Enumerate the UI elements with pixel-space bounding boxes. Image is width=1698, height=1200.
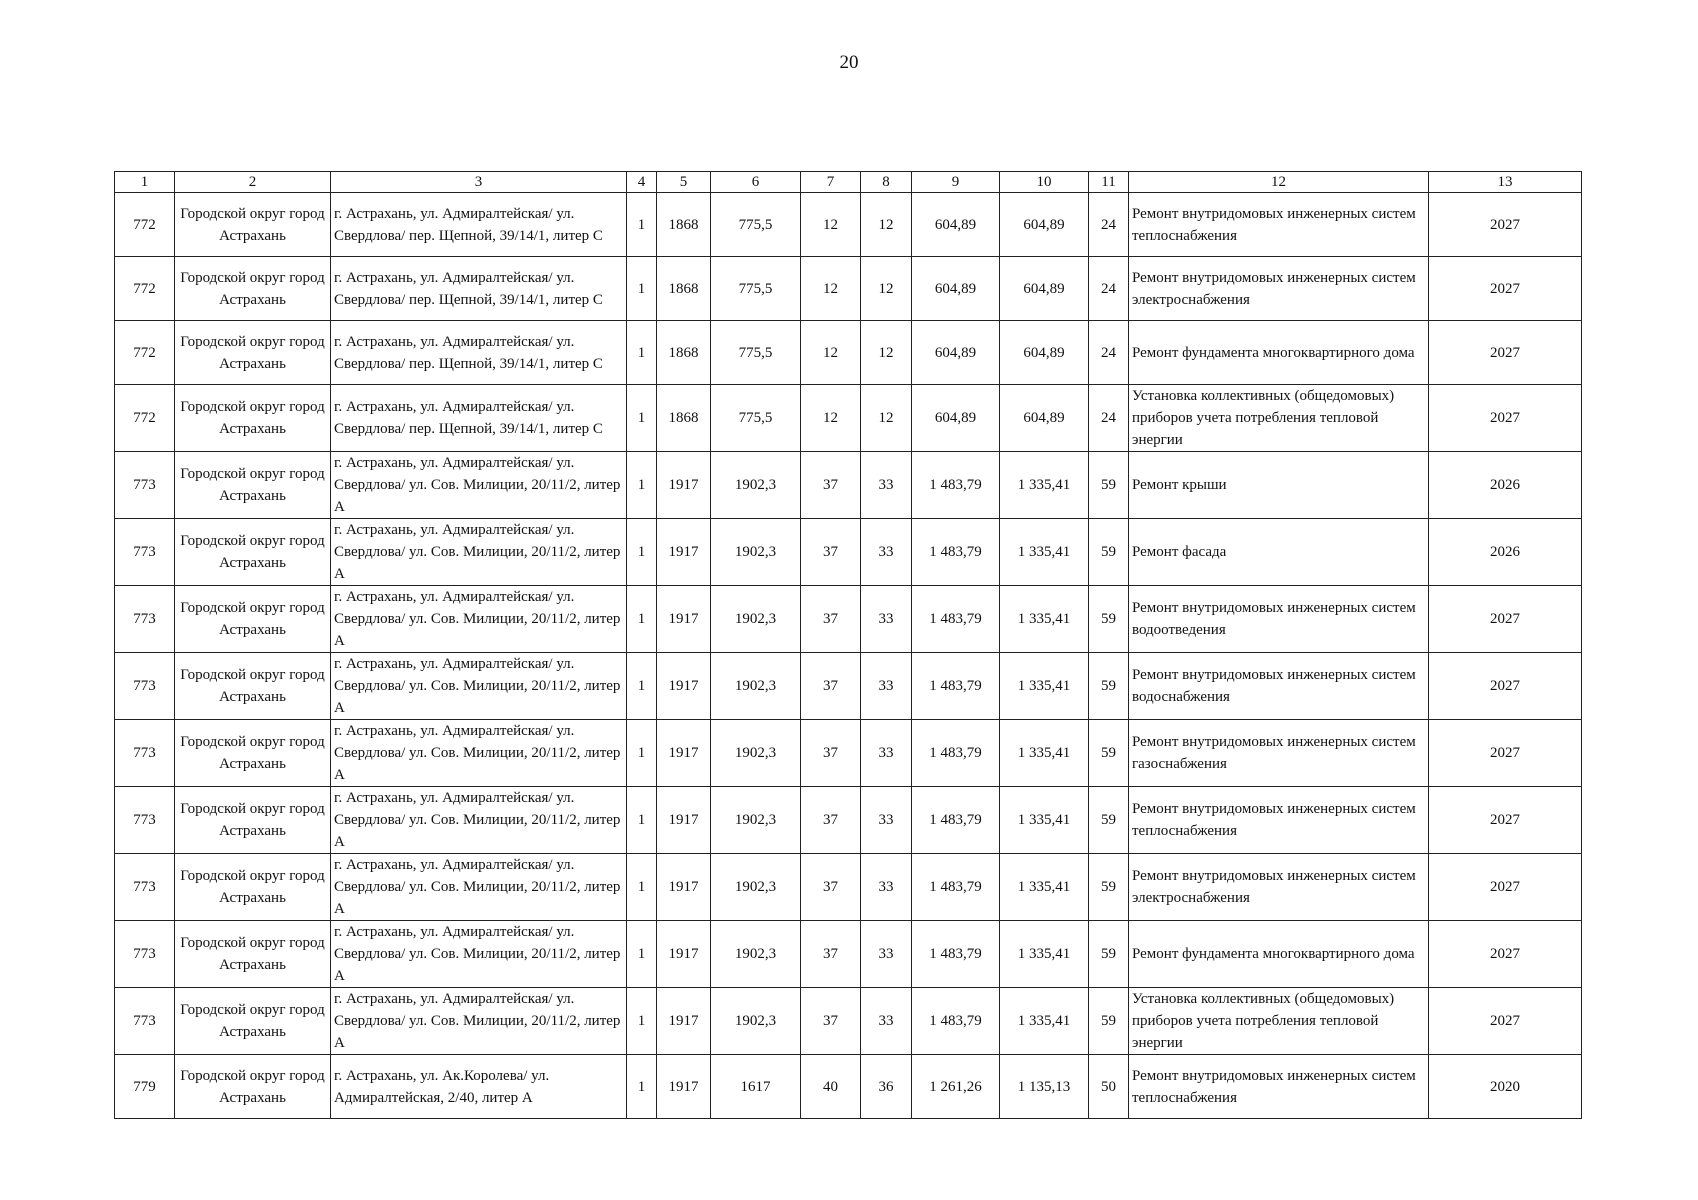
table-cell-col-10: 604,89 — [1000, 321, 1089, 385]
table-cell-col-9: 1 483,79 — [912, 921, 1000, 988]
table-cell-col-9: 1 483,79 — [912, 988, 1000, 1055]
table-cell-col-4: 1 — [627, 193, 657, 257]
table-cell-col-11: 59 — [1089, 787, 1129, 854]
table-cell-col-7: 37 — [801, 586, 861, 653]
table-cell-col-8: 12 — [861, 385, 912, 452]
table-cell-col-work-type: Ремонт внутридомовых инженерных систем теплоснабжения — [1129, 1055, 1429, 1119]
table-cell-col-9: 1 483,79 — [912, 586, 1000, 653]
table-cell-col-address: г. Астрахань, ул. Адмиралтейская/ ул. Свердлова/ ул. Сов. Милиции, 20/11/2, литер А — [331, 653, 627, 720]
table-row — [115, 787, 1582, 854]
table-cell-col-11: 59 — [1089, 653, 1129, 720]
table-cell-col-area: 1902,3 — [711, 720, 801, 787]
table-cell-col-4: 1 — [627, 720, 657, 787]
table-cell-col-11: 59 — [1089, 452, 1129, 519]
table-cell-col-work-type: Установка коллективных (общедомовых) приборов учета потребления тепловой энергии — [1129, 988, 1429, 1055]
table-cell-col-9: 1 483,79 — [912, 519, 1000, 586]
table-cell-col-address: г. Астрахань, ул. Ак.Королева/ ул. Адмиралтейская, 2/40, литер А — [331, 1055, 627, 1119]
table-cell-col-11: 59 — [1089, 720, 1129, 787]
table-cell-col-planned-year: 2027 — [1429, 257, 1582, 321]
table-cell-col-8: 33 — [861, 720, 912, 787]
table-cell-col-work-type: Установка коллективных (общедомовых) приборов учета потребления тепловой энергии — [1129, 385, 1429, 452]
table-cell-col-address: г. Астрахань, ул. Адмиралтейская/ ул. Свердлова/ ул. Сов. Милиции, 20/11/2, литер А — [331, 586, 627, 653]
table-cell-col-planned-year: 2027 — [1429, 193, 1582, 257]
table-cell-col-8: 33 — [861, 988, 912, 1055]
table-cell-col-area: 1902,3 — [711, 586, 801, 653]
table-cell-col-area: 775,5 — [711, 193, 801, 257]
table-row — [115, 519, 1582, 586]
header-cell-col-4: 4 — [627, 172, 657, 193]
table-cell-col-7: 37 — [801, 653, 861, 720]
table-cell-col-10: 1 335,41 — [1000, 452, 1089, 519]
table-cell-col-municipality: Городской округ город Астрахань — [175, 257, 331, 321]
table-cell-col-4: 1 — [627, 321, 657, 385]
table-cell-col-year: 1917 — [657, 452, 711, 519]
header-cell-col-area: 6 — [711, 172, 801, 193]
table-cell-col-7: 40 — [801, 1055, 861, 1119]
table-cell-col-4: 1 — [627, 519, 657, 586]
table-cell-col-7: 37 — [801, 519, 861, 586]
table-cell-col-area: 1902,3 — [711, 854, 801, 921]
table-cell-col-8: 12 — [861, 321, 912, 385]
table-cell-col-year: 1868 — [657, 385, 711, 452]
table-row — [115, 720, 1582, 787]
table-cell-col-8: 33 — [861, 519, 912, 586]
table-cell-col-8: 33 — [861, 452, 912, 519]
table-cell-col-9: 1 483,79 — [912, 787, 1000, 854]
table-cell-col-number: 773 — [115, 653, 175, 720]
table-cell-col-municipality: Городской округ город Астрахань — [175, 921, 331, 988]
table-cell-col-year: 1917 — [657, 519, 711, 586]
table-cell-col-number: 773 — [115, 519, 175, 586]
table-cell-col-planned-year: 2027 — [1429, 720, 1582, 787]
table-cell-col-10: 604,89 — [1000, 257, 1089, 321]
table-cell-col-7: 12 — [801, 321, 861, 385]
table-cell-col-municipality: Городской округ город Астрахань — [175, 519, 331, 586]
table-cell-col-8: 33 — [861, 787, 912, 854]
table-cell-col-address: г. Астрахань, ул. Адмиралтейская/ ул. Свердлова/ ул. Сов. Милиции, 20/11/2, литер А — [331, 452, 627, 519]
table-cell-col-8: 36 — [861, 1055, 912, 1119]
table-cell-col-9: 1 483,79 — [912, 452, 1000, 519]
table-cell-col-11: 59 — [1089, 519, 1129, 586]
table-cell-col-7: 12 — [801, 193, 861, 257]
header-cell-col-10: 10 — [1000, 172, 1089, 193]
table-cell-col-municipality: Городской округ город Астрахань — [175, 787, 331, 854]
table-cell-col-area: 775,5 — [711, 321, 801, 385]
table-cell-col-work-type: Ремонт фасада — [1129, 519, 1429, 586]
table-cell-col-4: 1 — [627, 452, 657, 519]
table-cell-col-municipality: Городской округ город Астрахань — [175, 385, 331, 452]
table-cell-col-area: 1617 — [711, 1055, 801, 1119]
table-cell-col-municipality: Городской округ город Астрахань — [175, 452, 331, 519]
table-cell-col-municipality: Городской округ город Астрахань — [175, 653, 331, 720]
table-cell-col-8: 33 — [861, 586, 912, 653]
table-cell-col-11: 50 — [1089, 1055, 1129, 1119]
table-cell-col-work-type: Ремонт внутридомовых инженерных систем водоотведения — [1129, 586, 1429, 653]
table-cell-col-area: 775,5 — [711, 257, 801, 321]
table-cell-col-area: 1902,3 — [711, 921, 801, 988]
table-cell-col-municipality: Городской округ город Астрахань — [175, 988, 331, 1055]
table-cell-col-number: 773 — [115, 988, 175, 1055]
table-cell-col-number: 772 — [115, 257, 175, 321]
header-cell-col-year: 5 — [657, 172, 711, 193]
table-cell-col-8: 12 — [861, 193, 912, 257]
table-cell-col-10: 1 135,13 — [1000, 1055, 1089, 1119]
table-cell-col-year: 1917 — [657, 787, 711, 854]
table-cell-col-address: г. Астрахань, ул. Адмиралтейская/ ул. Свердлова/ пер. Щепной, 39/14/1, литер С — [331, 385, 627, 452]
table-header — [115, 172, 1582, 193]
table-cell-col-number: 772 — [115, 193, 175, 257]
table-body — [115, 193, 1582, 1119]
table-cell-col-10: 1 335,41 — [1000, 854, 1089, 921]
table-cell-col-planned-year: 2027 — [1429, 653, 1582, 720]
table-cell-col-area: 1902,3 — [711, 988, 801, 1055]
table-cell-col-4: 1 — [627, 787, 657, 854]
table-row — [115, 385, 1582, 452]
table-cell-col-7: 37 — [801, 854, 861, 921]
table-cell-col-municipality: Городской округ город Астрахань — [175, 193, 331, 257]
table-cell-col-10: 1 335,41 — [1000, 653, 1089, 720]
table-cell-col-planned-year: 2027 — [1429, 921, 1582, 988]
table-cell-col-municipality: Городской округ город Астрахань — [175, 720, 331, 787]
table-cell-col-planned-year: 2027 — [1429, 385, 1582, 452]
table-cell-col-area: 775,5 — [711, 385, 801, 452]
table-cell-col-10: 604,89 — [1000, 193, 1089, 257]
table-cell-col-7: 37 — [801, 921, 861, 988]
table-cell-col-work-type: Ремонт внутридомовых инженерных систем электроснабжения — [1129, 854, 1429, 921]
table-cell-col-year: 1917 — [657, 720, 711, 787]
table-cell-col-year: 1868 — [657, 321, 711, 385]
table-cell-col-11: 59 — [1089, 921, 1129, 988]
table-cell-col-10: 1 335,41 — [1000, 720, 1089, 787]
table-cell-col-4: 1 — [627, 921, 657, 988]
header-cell-col-8: 8 — [861, 172, 912, 193]
table-cell-col-year: 1917 — [657, 653, 711, 720]
table-cell-col-8: 33 — [861, 854, 912, 921]
header-cell-col-address: 3 — [331, 172, 627, 193]
header-cell-col-7: 7 — [801, 172, 861, 193]
table-cell-col-address: г. Астрахань, ул. Адмиралтейская/ ул. Свердлова/ ул. Сов. Милиции, 20/11/2, литер А — [331, 519, 627, 586]
table-cell-col-7: 37 — [801, 787, 861, 854]
table-cell-col-address: г. Астрахань, ул. Адмиралтейская/ ул. Свердлова/ ул. Сов. Милиции, 20/11/2, литер А — [331, 921, 627, 988]
table-cell-col-number: 773 — [115, 787, 175, 854]
header-cell-col-work-type: 12 — [1129, 172, 1429, 193]
table-cell-col-4: 1 — [627, 385, 657, 452]
table-cell-col-8: 12 — [861, 257, 912, 321]
header-cell-col-9: 9 — [912, 172, 1000, 193]
table-cell-col-work-type: Ремонт внутридомовых инженерных систем электроснабжения — [1129, 257, 1429, 321]
table-row — [115, 321, 1582, 385]
table-cell-col-10: 1 335,41 — [1000, 787, 1089, 854]
table-cell-col-planned-year: 2027 — [1429, 988, 1582, 1055]
table-row — [115, 586, 1582, 653]
table-cell-col-planned-year: 2026 — [1429, 452, 1582, 519]
table-cell-col-work-type: Ремонт фундамента многоквартирного дома — [1129, 921, 1429, 988]
table-cell-col-number: 773 — [115, 921, 175, 988]
table-cell-col-planned-year: 2027 — [1429, 854, 1582, 921]
table-cell-col-7: 37 — [801, 720, 861, 787]
table-cell-col-9: 1 483,79 — [912, 720, 1000, 787]
table-cell-col-planned-year: 2027 — [1429, 586, 1582, 653]
header-cell-col-number: 1 — [115, 172, 175, 193]
table-cell-col-work-type: Ремонт внутридомовых инженерных систем газоснабжения — [1129, 720, 1429, 787]
table-cell-col-11: 24 — [1089, 257, 1129, 321]
table-cell-col-area: 1902,3 — [711, 653, 801, 720]
table-cell-col-9: 604,89 — [912, 385, 1000, 452]
header-row — [115, 172, 1582, 193]
table-cell-col-area: 1902,3 — [711, 787, 801, 854]
table-cell-col-address: г. Астрахань, ул. Адмиралтейская/ ул. Свердлова/ пер. Щепной, 39/14/1, литер С — [331, 321, 627, 385]
table-row — [115, 921, 1582, 988]
table-cell-col-4: 1 — [627, 1055, 657, 1119]
header-cell-col-planned-year: 13 — [1429, 172, 1582, 193]
table-cell-col-area: 1902,3 — [711, 452, 801, 519]
header-cell-col-municipality: 2 — [175, 172, 331, 193]
table-cell-col-7: 37 — [801, 452, 861, 519]
table-cell-col-number: 773 — [115, 720, 175, 787]
table-cell-col-8: 33 — [861, 653, 912, 720]
table-cell-col-year: 1868 — [657, 257, 711, 321]
header-cell-col-11: 11 — [1089, 172, 1129, 193]
table-cell-col-work-type: Ремонт крыши — [1129, 452, 1429, 519]
table-cell-col-number: 773 — [115, 854, 175, 921]
table-cell-col-year: 1868 — [657, 193, 711, 257]
table-cell-col-4: 1 — [627, 586, 657, 653]
table-cell-col-9: 1 483,79 — [912, 653, 1000, 720]
table-cell-col-planned-year: 2027 — [1429, 321, 1582, 385]
table-cell-col-9: 604,89 — [912, 321, 1000, 385]
table-cell-col-address: г. Астрахань, ул. Адмиралтейская/ ул. Свердлова/ пер. Щепной, 39/14/1, литер С — [331, 257, 627, 321]
table-cell-col-address: г. Астрахань, ул. Адмиралтейская/ ул. Свердлова/ ул. Сов. Милиции, 20/11/2, литер А — [331, 787, 627, 854]
table-cell-col-11: 59 — [1089, 586, 1129, 653]
table-cell-col-10: 1 335,41 — [1000, 988, 1089, 1055]
table-row — [115, 1055, 1582, 1119]
table-cell-col-address: г. Астрахань, ул. Адмиралтейская/ ул. Свердлова/ ул. Сов. Милиции, 20/11/2, литер А — [331, 854, 627, 921]
table-row — [115, 653, 1582, 720]
table-cell-col-9: 604,89 — [912, 193, 1000, 257]
table-cell-col-year: 1917 — [657, 1055, 711, 1119]
table-cell-col-planned-year: 2020 — [1429, 1055, 1582, 1119]
table-cell-col-number: 779 — [115, 1055, 175, 1119]
table-cell-col-11: 24 — [1089, 321, 1129, 385]
table-cell-col-work-type: Ремонт внутридомовых инженерных систем теплоснабжения — [1129, 193, 1429, 257]
table-cell-col-11: 24 — [1089, 193, 1129, 257]
table-cell-col-address: г. Астрахань, ул. Адмиралтейская/ ул. Свердлова/ пер. Щепной, 39/14/1, литер С — [331, 193, 627, 257]
table-cell-col-9: 604,89 — [912, 257, 1000, 321]
table-cell-col-8: 33 — [861, 921, 912, 988]
table-cell-col-year: 1917 — [657, 921, 711, 988]
table-cell-col-number: 772 — [115, 385, 175, 452]
table-cell-col-number: 772 — [115, 321, 175, 385]
table-cell-col-work-type: Ремонт фундамента многоквартирного дома — [1129, 321, 1429, 385]
table-cell-col-10: 1 335,41 — [1000, 586, 1089, 653]
table-row — [115, 452, 1582, 519]
table-cell-col-address: г. Астрахань, ул. Адмиралтейская/ ул. Свердлова/ ул. Сов. Милиции, 20/11/2, литер А — [331, 988, 627, 1055]
table-cell-col-11: 59 — [1089, 854, 1129, 921]
table-cell-col-7: 12 — [801, 257, 861, 321]
table-cell-col-planned-year: 2026 — [1429, 519, 1582, 586]
table-cell-col-4: 1 — [627, 257, 657, 321]
table-cell-col-municipality: Городской округ город Астрахань — [175, 854, 331, 921]
capital-repair-table — [114, 171, 1582, 1119]
table-cell-col-year: 1917 — [657, 854, 711, 921]
table-cell-col-municipality: Городской округ город Астрахань — [175, 1055, 331, 1119]
table-cell-col-7: 12 — [801, 385, 861, 452]
table-cell-col-4: 1 — [627, 988, 657, 1055]
table-cell-col-4: 1 — [627, 854, 657, 921]
table-row — [115, 257, 1582, 321]
table-row — [115, 988, 1582, 1055]
table-cell-col-work-type: Ремонт внутридомовых инженерных систем водоснабжения — [1129, 653, 1429, 720]
table-cell-col-municipality: Городской округ город Астрахань — [175, 586, 331, 653]
table-cell-col-planned-year: 2027 — [1429, 787, 1582, 854]
table-row — [115, 193, 1582, 257]
table-cell-col-7: 37 — [801, 988, 861, 1055]
table-cell-col-9: 1 483,79 — [912, 854, 1000, 921]
page-number: 20 — [839, 52, 859, 73]
table-cell-col-work-type: Ремонт внутридомовых инженерных систем теплоснабжения — [1129, 787, 1429, 854]
table-cell-col-number: 773 — [115, 586, 175, 653]
table-cell-col-year: 1917 — [657, 988, 711, 1055]
table-cell-col-9: 1 261,26 — [912, 1055, 1000, 1119]
table-cell-col-10: 1 335,41 — [1000, 519, 1089, 586]
table-row — [115, 854, 1582, 921]
table-cell-col-11: 24 — [1089, 385, 1129, 452]
table-cell-col-municipality: Городской округ город Астрахань — [175, 321, 331, 385]
table-cell-col-11: 59 — [1089, 988, 1129, 1055]
table-cell-col-4: 1 — [627, 653, 657, 720]
table-cell-col-year: 1917 — [657, 586, 711, 653]
table-cell-col-10: 1 335,41 — [1000, 921, 1089, 988]
table-cell-col-number: 773 — [115, 452, 175, 519]
table-cell-col-10: 604,89 — [1000, 385, 1089, 452]
table-cell-col-address: г. Астрахань, ул. Адмиралтейская/ ул. Свердлова/ ул. Сов. Милиции, 20/11/2, литер А — [331, 720, 627, 787]
table-cell-col-area: 1902,3 — [711, 519, 801, 586]
